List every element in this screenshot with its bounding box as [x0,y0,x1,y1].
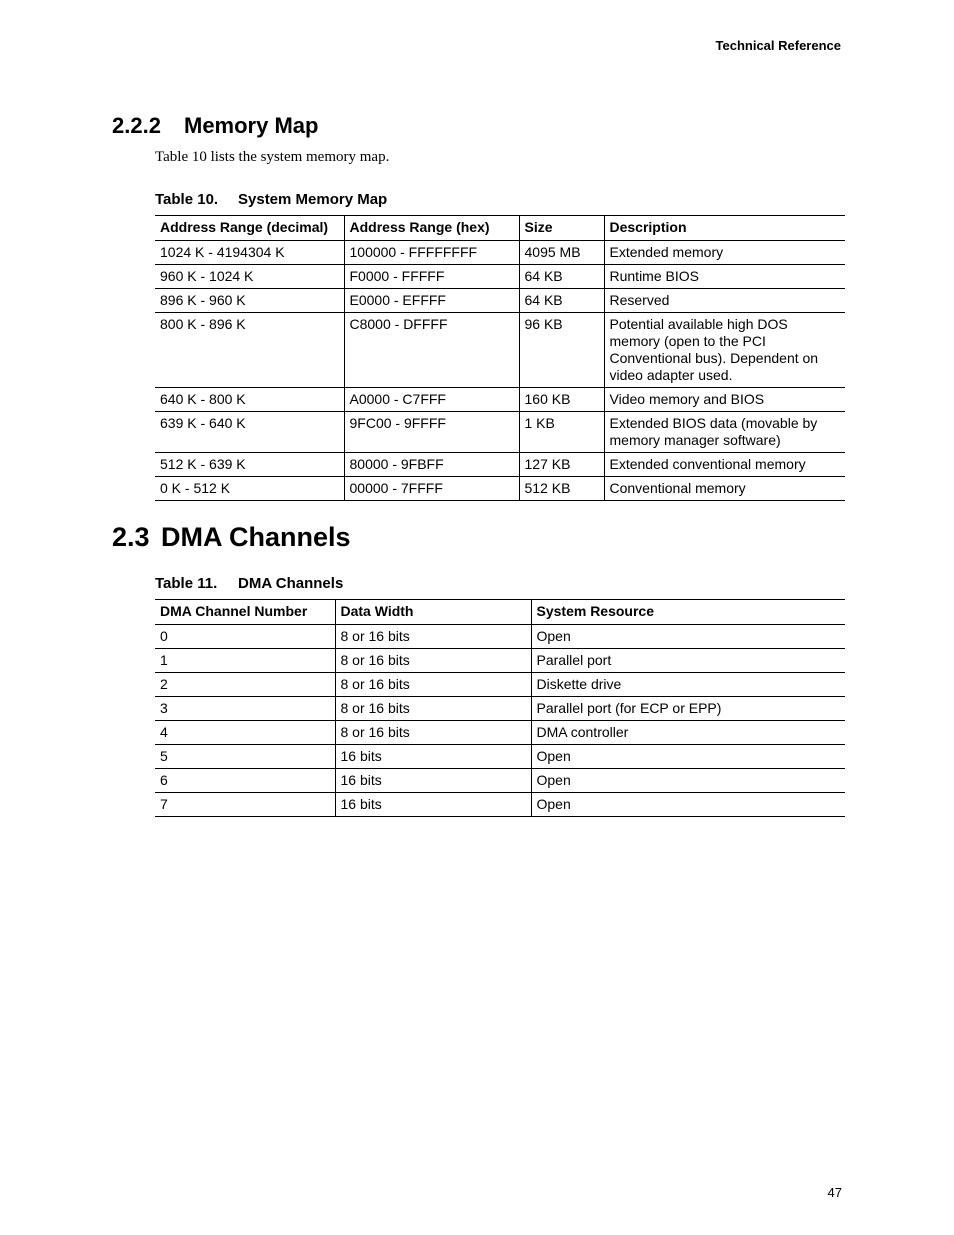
table-cell: 8 or 16 bits [335,721,531,745]
column-header: Size [519,216,604,241]
table-row [155,697,845,721]
table-cell: 4095 MB [519,241,604,265]
caption-title: DMA Channels [238,575,344,592]
table-cell: 8 or 16 bits [335,649,531,673]
table-cell: Video memory and BIOS [604,388,845,412]
table-caption-dma-channels [155,575,343,592]
table-cell: 8 or 16 bits [335,625,531,649]
table-cell: 512 K - 639 K [155,453,344,477]
table-cell: 16 bits [335,769,531,793]
table-cell: Diskette drive [531,673,845,697]
table-row [155,793,845,817]
table-cell: 80000 - 9FBFF [344,453,519,477]
table-row [155,313,845,388]
table-cell: 96 KB [519,313,604,388]
table-caption-memory-map [155,191,387,208]
table-cell: 9FC00 - 9FFFF [344,412,519,453]
table-row [155,289,845,313]
table-cell: 16 bits [335,793,531,817]
table-cell: 8 or 16 bits [335,697,531,721]
table-cell: 1024 K - 4194304 K [155,241,344,265]
column-header: DMA Channel Number [155,600,335,625]
intro-paragraph: Table 10 lists the system memory map. [155,149,390,165]
table-cell: DMA controller [531,721,845,745]
table-cell: 1 [155,649,335,673]
table-cell: Reserved [604,289,845,313]
table-row [155,673,845,697]
table-cell: E0000 - EFFFF [344,289,519,313]
table-cell: 5 [155,745,335,769]
table-row [155,649,845,673]
table-cell: Runtime BIOS [604,265,845,289]
column-header: Description [604,216,845,241]
table-cell: 640 K - 800 K [155,388,344,412]
table-cell: Open [531,625,845,649]
table-cell: 160 KB [519,388,604,412]
table-cell: 896 K - 960 K [155,289,344,313]
table-cell: 64 KB [519,289,604,313]
table-cell: 4 [155,721,335,745]
section-title: Memory Map [184,113,319,138]
table-cell: Potential available high DOS memory (open to the PCI Conventional bus). Dependent on video adapter used. [604,313,845,388]
column-header: Address Range (decimal) [155,216,344,241]
table-row [155,625,845,649]
table-cell: 0 K - 512 K [155,477,344,501]
table-cell: 00000 - 7FFFF [344,477,519,501]
table-row [155,412,845,453]
section-title: DMA Channels [161,522,351,552]
section-heading-dma-channels [112,522,351,553]
table-cell: Open [531,769,845,793]
dma-channels-table [155,599,845,817]
table-cell: 800 K - 896 K [155,313,344,388]
memory-map-table [155,215,845,501]
table-cell: Parallel port [531,649,845,673]
table-cell: F0000 - FFFFF [344,265,519,289]
caption-number: Table 11. [155,575,218,592]
table-cell: 127 KB [519,453,604,477]
table-cell: 6 [155,769,335,793]
table-cell: 2 [155,673,335,697]
page-number: 47 [827,1185,842,1200]
caption-title: System Memory Map [238,191,388,208]
table-row [155,477,845,501]
table-cell: 3 [155,697,335,721]
section-number: 2.2.2 [112,113,161,138]
table-row [155,745,845,769]
table-cell: 1 KB [519,412,604,453]
section-heading-memory-map [112,113,318,139]
table-row [155,721,845,745]
table-cell: 7 [155,793,335,817]
table-cell: 0 [155,625,335,649]
running-header: Technical Reference [715,38,841,53]
table-cell: A0000 - C7FFF [344,388,519,412]
column-header: Address Range (hex) [344,216,519,241]
table-row [155,241,845,265]
table-row [155,388,845,412]
section-number: 2.3 [112,522,150,552]
table-row [155,265,845,289]
column-header: System Resource [531,600,845,625]
table-cell: C8000 - DFFFF [344,313,519,388]
table-cell: Parallel port (for ECP or EPP) [531,697,845,721]
table-cell: 100000 - FFFFFFFF [344,241,519,265]
table-cell: 639 K - 640 K [155,412,344,453]
table-cell: 960 K - 1024 K [155,265,344,289]
table-cell: Conventional memory [604,477,845,501]
table-cell: 512 KB [519,477,604,501]
table-row [155,769,845,793]
table-cell: 16 bits [335,745,531,769]
table-header-row [155,216,845,241]
caption-number: Table 10. [155,191,219,208]
table-cell: Extended conventional memory [604,453,845,477]
column-header: Data Width [335,600,531,625]
table-cell: Extended memory [604,241,845,265]
table-row [155,453,845,477]
table-cell: Extended BIOS data (movable by memory manager software) [604,412,845,453]
table-header-row [155,600,845,625]
table-cell: 64 KB [519,265,604,289]
table-cell: Open [531,745,845,769]
table-cell: Open [531,793,845,817]
table-cell: 8 or 16 bits [335,673,531,697]
